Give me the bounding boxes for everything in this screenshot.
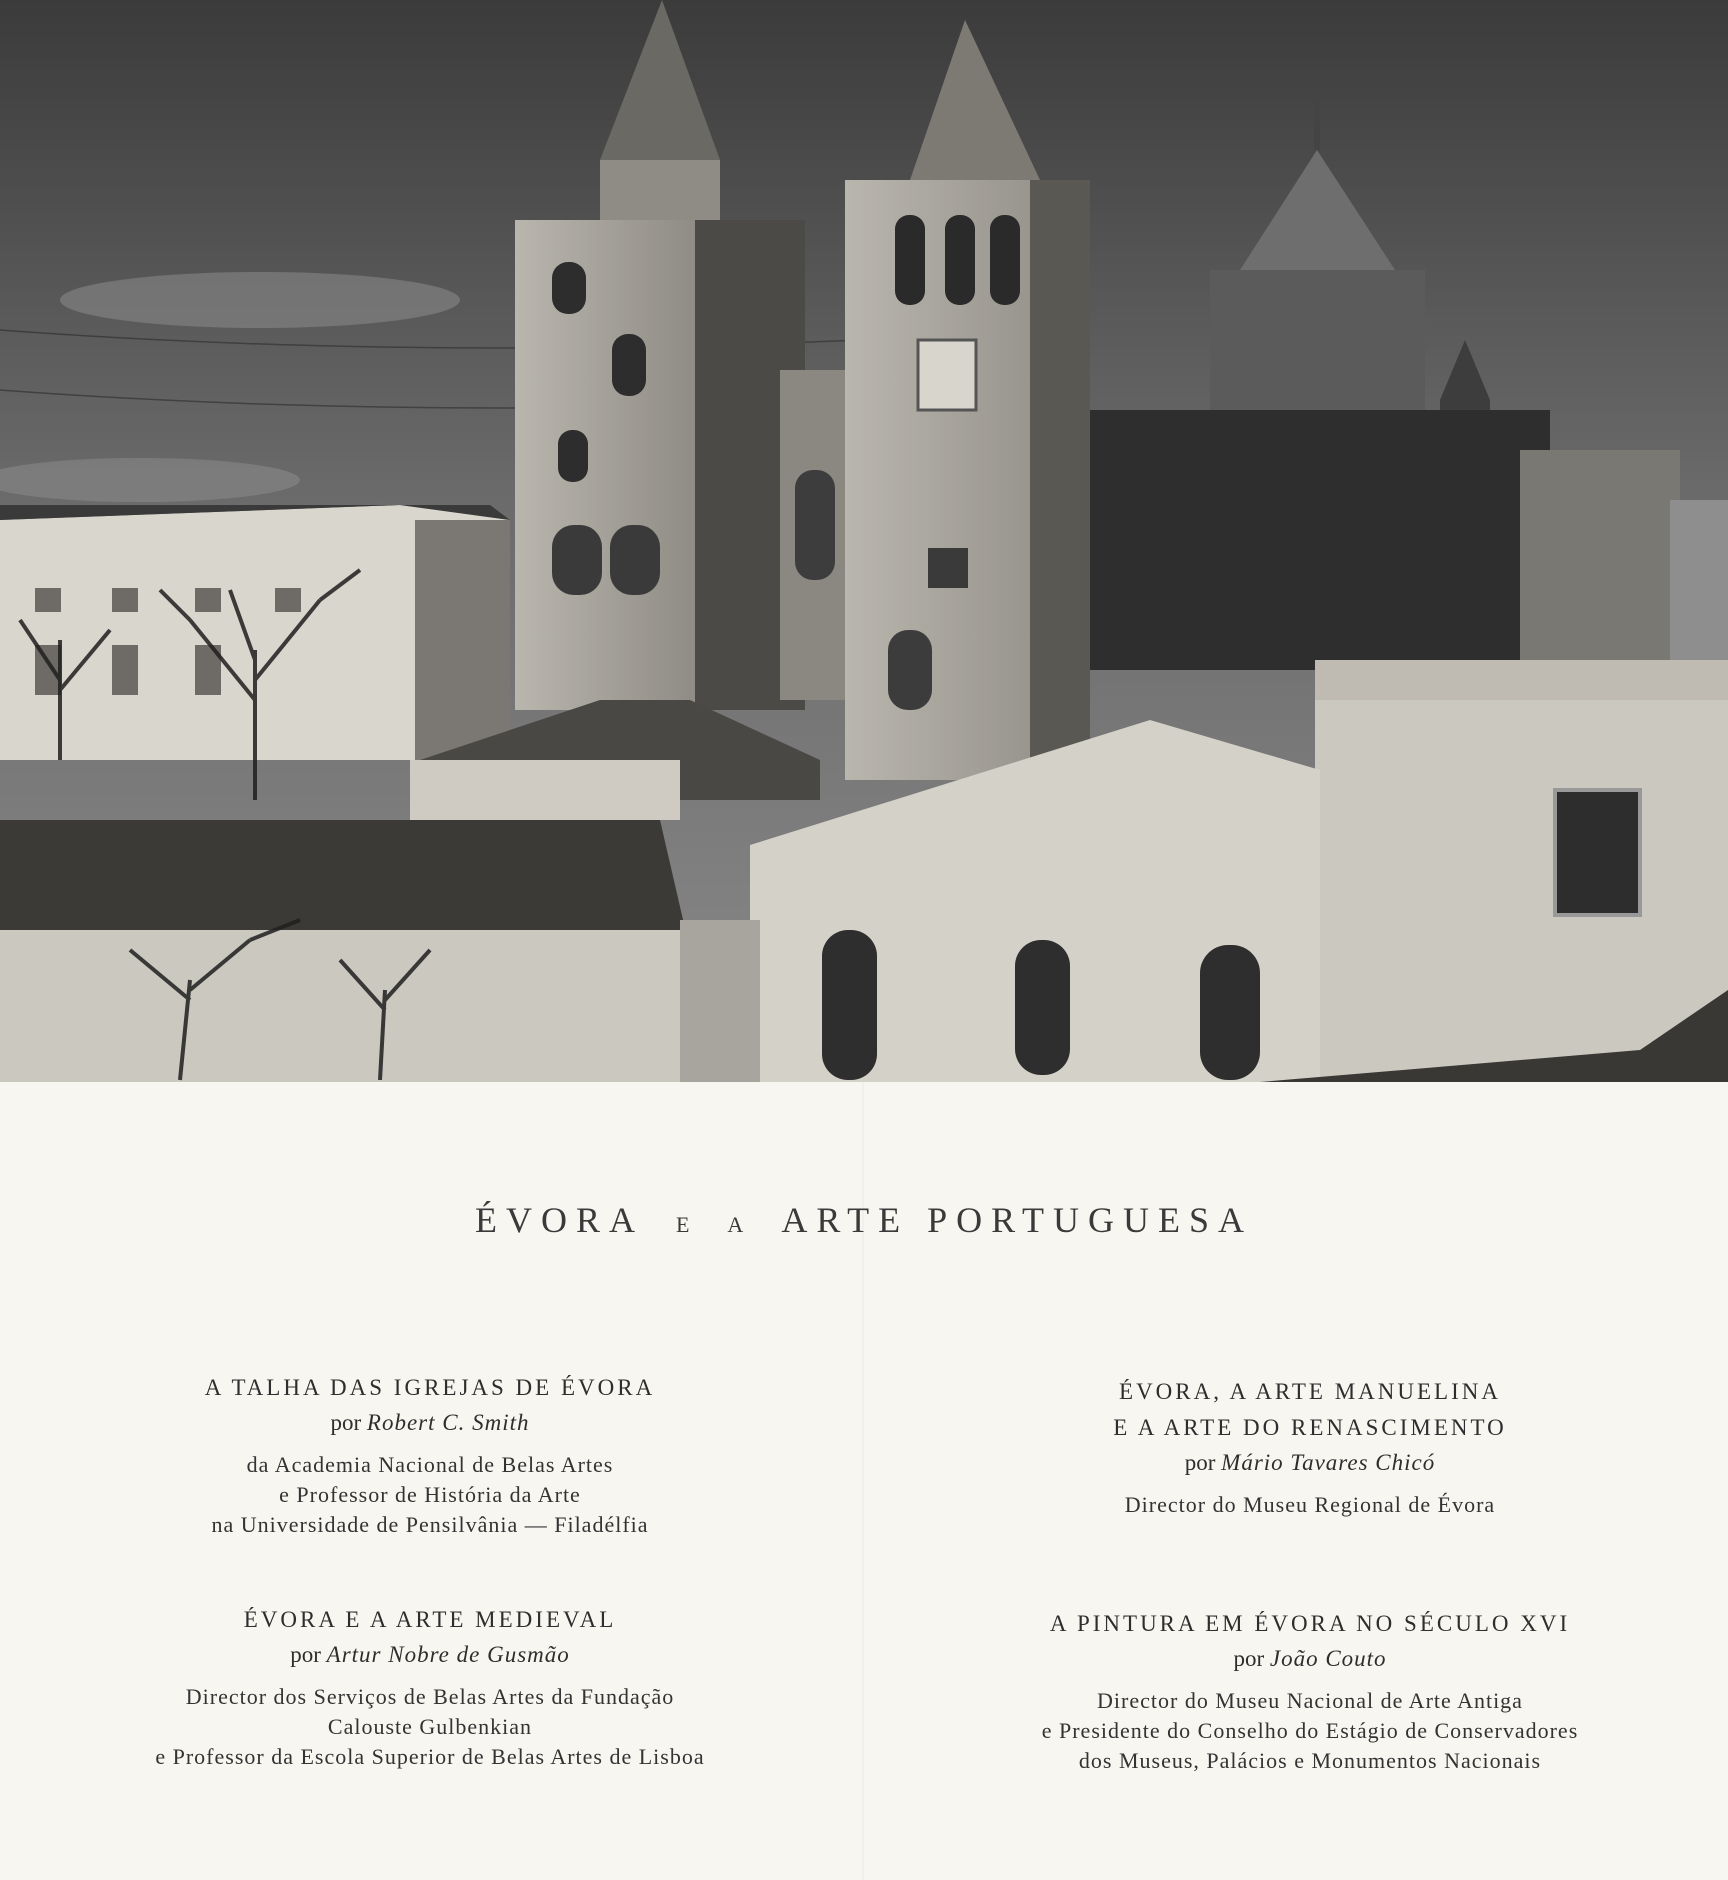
credential-line: Director do Museu Regional de Évora <box>1124 1492 1496 1517</box>
title-connector-e: E <box>675 1212 696 1237</box>
title-part-evora: ÉVORA <box>474 1200 642 1240</box>
author-name: João Couto <box>1269 1646 1387 1671</box>
credential-line: e Presidente do Conselho do Estágio de Conservadores <box>1041 1718 1579 1743</box>
article-talha <box>140 1370 720 1540</box>
author-credentials <box>140 1450 720 1540</box>
author-credentials <box>930 1686 1690 1776</box>
credential-line: dos Museus, Palácios e Monumentos Nacionais <box>1078 1748 1542 1773</box>
author-name: Artur Nobre de Gusmão <box>326 1642 570 1667</box>
byline-por: por <box>330 1410 362 1435</box>
article-byline <box>80 1638 780 1672</box>
credential-line: na Universidade de Pensilvânia — Filadélfia <box>211 1512 649 1537</box>
article-heading: ÉVORA, A ARTE MANUELINA <box>1119 1379 1501 1404</box>
article-pintura <box>930 1606 1690 1776</box>
credential-line: e Professor da Escola Superior de Belas Artes de Lisboa <box>155 1744 705 1769</box>
credential-line: da Academia Nacional de Belas Artes <box>246 1452 614 1477</box>
page-title <box>0 1199 1728 1241</box>
author-name: Robert C. Smith <box>366 1410 530 1435</box>
text-sheet <box>0 1082 1728 1880</box>
author-credentials <box>80 1682 780 1772</box>
author-credentials <box>1020 1490 1600 1520</box>
credential-line: Director dos Serviços de Belas Artes da Fundação <box>185 1684 675 1709</box>
article-manuelina <box>1020 1374 1600 1520</box>
article-byline <box>1020 1446 1600 1480</box>
article-heading-line2: E A ARTE DO RENASCIMENTO <box>1113 1415 1507 1440</box>
credential-line: Director do Museu Nacional de Arte Antiga <box>1097 1688 1523 1713</box>
title-connector-a: A <box>727 1212 750 1237</box>
credential-line: Calouste Gulbenkian <box>327 1714 533 1739</box>
article-heading: A PINTURA EM ÉVORA NO SÉCULO XVI <box>1049 1611 1571 1636</box>
article-medieval <box>80 1602 780 1772</box>
article-byline <box>140 1406 720 1440</box>
article-heading: A TALHA DAS IGREJAS DE ÉVORA <box>204 1375 656 1400</box>
credential-line: e Professor de História da Arte <box>279 1482 581 1507</box>
author-name: Mário Tavares Chicó <box>1221 1450 1436 1475</box>
article-heading: ÉVORA E A ARTE MEDIEVAL <box>243 1607 617 1632</box>
byline-por: por <box>1233 1646 1265 1671</box>
byline-por: por <box>290 1642 321 1667</box>
title-part-arte: ARTE PORTUGUESA <box>781 1200 1254 1240</box>
article-byline <box>930 1642 1690 1676</box>
byline-por: por <box>1184 1450 1216 1475</box>
